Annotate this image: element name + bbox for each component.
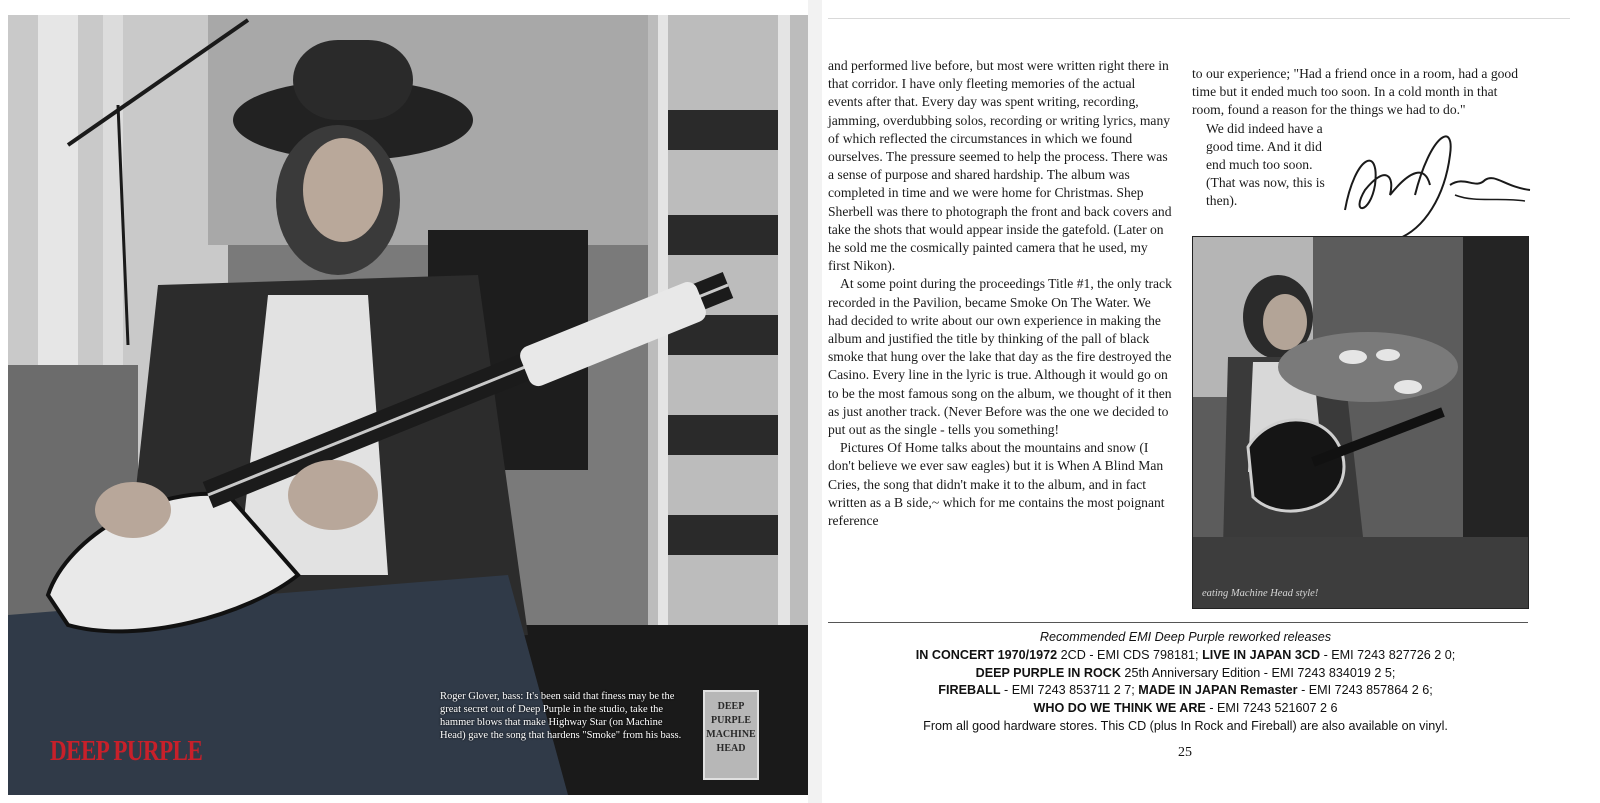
- page-number: 25: [1178, 745, 1192, 760]
- release-line: [828, 665, 1543, 683]
- paragraph: to our experience; "Had a friend once in a room, had a good time but it ended much too soon. In a cold month in that room, found a reason for the things we had to do.": [1192, 66, 1519, 118]
- release-catalog: - EMI 7243 853711 2 7;: [1000, 683, 1139, 698]
- release-line: [828, 682, 1543, 700]
- paragraph: Pictures Of Home talks about the mountains and snow (I don't believe we ever saw eagles) but it is When A Blind Man Cries, the song that didn't make it to the album, and in fact written as a B side,~ which for me contains the most poignant reference: [828, 440, 1165, 529]
- paragraph: and performed live before, but most were written right there in that corridor. I have only fleeting memories of the actual events after that. Every day was spent writing, recording, jamming, overdubbing solos, recording or writing lyrics, many of which reflected the circumstances in which we found ourselves. The pressure seemed to help the process. There was a sense of purpose and shared hardship. The album was completed in time and we were home for Christmas. Shep Sherbell was there to photograph the front and back covers and take the shots that would appear inside the gatefold. (Later on he sold me the cosmically painted camera that he used, my first Nikon).: [828, 58, 1172, 274]
- machine-head-album-thumbnail: DEEP PURPLE MACHINE HEAD: [703, 690, 759, 780]
- text-column-1: [828, 57, 1173, 530]
- page-gutter: [808, 0, 822, 803]
- release-catalog: - EMI 7243 521607 2 6: [1205, 701, 1338, 716]
- recommendations-rule: [828, 622, 1528, 623]
- release-line: [828, 647, 1543, 665]
- release-title: MADE IN JAPAN Remaster: [1138, 683, 1298, 698]
- eating-photo-caption: eating Machine Head style!: [1202, 588, 1319, 599]
- paragraph: We did indeed have a good time. And it did end much too soon. (That was now, this is then).: [1206, 120, 1325, 209]
- recommendations-heading: Recommended EMI Deep Purple reworked releases: [1039, 630, 1332, 644]
- bassist-photo: [8, 15, 808, 795]
- release-title: WHO DO WE THINK WE ARE: [1033, 701, 1206, 716]
- eating-photo-illustration: [1193, 237, 1529, 609]
- recommended-releases: [828, 629, 1543, 736]
- release-catalog: 25th Anniversary Edition - EMI 7243 834019 2 5;: [1120, 665, 1396, 680]
- handwritten-signature: [1335, 115, 1535, 245]
- release-line: [828, 700, 1543, 718]
- deep-purple-logo: DEEP PURPLE: [50, 734, 203, 766]
- top-rule: [828, 18, 1570, 19]
- paragraph: At some point during the proceedings Title #1, the only track recorded in the Pavilion, became Smoke On The Water. We had decided to write about our own experience in making the album and justified the title by thinking of the pall of black smoke that hung over the lake that day as the fire destroyed the Casino. Every line in the lyric is true. Although it would go on to be the most famous song on the album, we thought of it then as just another track. (Never Before was the one we decided to put out as the single - tells you something!: [828, 276, 1172, 438]
- release-catalog: - EMI 7243 827726 2 0;: [1320, 647, 1456, 662]
- left-photo-caption: Roger Glover, bass: It's been said that finess may be the great secret out of Deep Purple in the studio, take the hammer blows that make Highway Star (on Machine Head) gave the song that hardens "Smoke" from his bass.: [440, 691, 682, 741]
- release-title: DEEP PURPLE IN ROCK: [975, 665, 1121, 680]
- release-catalog: - EMI 7243 857864 2 6;: [1297, 683, 1433, 698]
- release-title: FIREBALL: [938, 683, 1001, 698]
- recommendations-footer: From all good hardware stores. This CD (plus In Rock and Fireball) are also available on vinyl.: [923, 718, 1448, 733]
- release-title: IN CONCERT 1970/1972: [915, 647, 1058, 662]
- release-title: LIVE IN JAPAN 3CD: [1202, 647, 1321, 662]
- bassist-photo-illustration: [8, 15, 808, 795]
- release-catalog: 2CD - EMI CDS 798181;: [1057, 647, 1203, 662]
- eating-photo: [1192, 236, 1529, 609]
